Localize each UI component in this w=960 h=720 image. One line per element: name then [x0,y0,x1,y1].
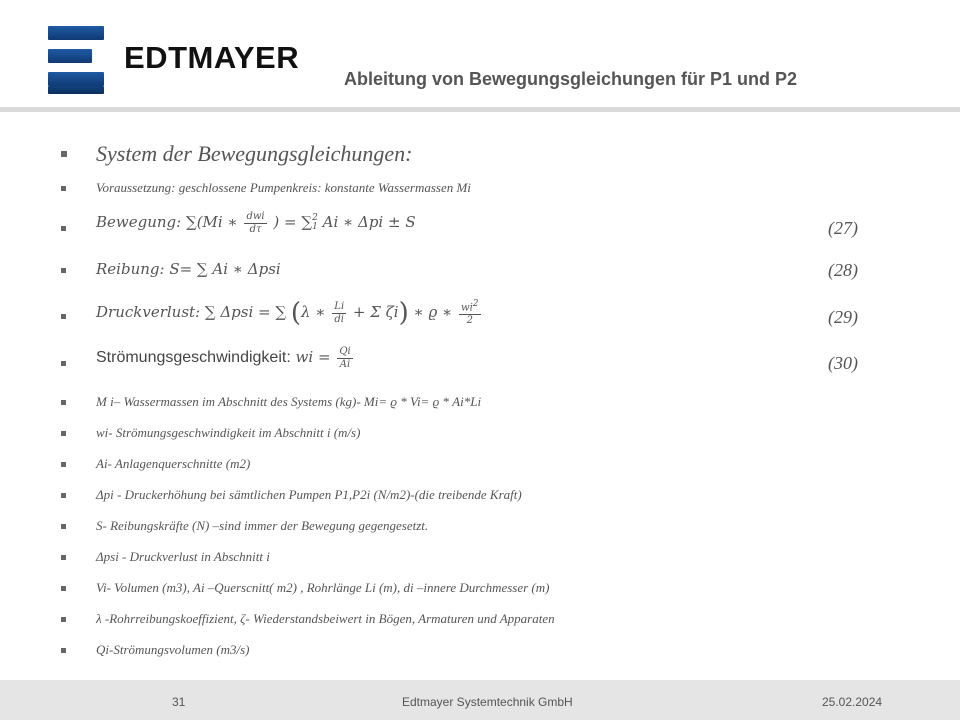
definition-item: Ai- Anlagenquerschnitte (m2) [96,456,251,471]
logo-mark-icon [48,26,106,96]
equation-28: Reibung: S= ∑ Ai ∗ Δpsi [96,260,281,278]
definition-item: Vi- Volumen (m3), Ai –Querscnitt( m2) , Rohrlänge Li (m), di –innere Durchmesser (m) [96,580,550,595]
bullet-icon [61,586,66,591]
bullet-icon [61,617,66,622]
definition-item: Δpsi - Druckverlust in Abschnitt i [96,549,270,564]
equation-30: Strömungsgeschwindigkeit: wi = $\frac{Qi}{Ai}$ [96,346,351,370]
definition-item: S- Reibungskräfte (N) –sind immer der Bewegung gegengesetzt. [96,518,429,533]
equation-30-number: (30) [828,353,858,373]
slide-title: Ableitung von Bewegungsgleichungen für P1 und P2 [344,69,798,89]
bullet-icon [61,268,66,273]
precondition-text: Voraussetzung: geschlossene Pumpenkreis: konstante Wassermassen Mi [96,180,471,195]
bullet-icon [61,431,66,436]
definition-item: wi- Strömungsgeschwindigkeit im Abschnitt i (m/s) [96,425,361,440]
definition-item: λ -Rohrreibungskoeffizient, ζ- Wiederstandsbeiwert in Bögen, Armaturen und Apparaten [96,611,555,626]
bullet-icon [61,400,66,405]
equation-27: Bewegung: ∑(Mi ∗ $\frac{\text{dwi}}{d\tau}$ ) = ∑ 2 1 Ai ∗ Δpi ± S [96,211,416,235]
bullet-icon [61,151,67,157]
bullet-icon [61,524,66,529]
bullet-icon [61,555,66,560]
equation-29-number: (29) [828,307,858,327]
definition-item: M i– Wassermassen im Abschnitt des Systems (kg)- Mi= ϱ * Vi= ϱ * Ai*Li [96,394,482,409]
equation-28-number: (28) [828,260,858,280]
footer-date: 25.02.2024 [822,695,883,709]
equation-29: Druckverlust: ∑ Δpsi = ∑ (λ ∗ $\frac{Li}{di}$ + Σ ζi) ∗ ϱ ∗ $\frac{wi^2}{2}$ [96,298,479,328]
bullet-icon [61,186,66,191]
footer [0,680,960,720]
footer-company: Edtmayer Systemtechnik GmbH [402,695,573,709]
definition-item: Qi-Strömungsvolumen (m3/s) [96,642,250,657]
bullet-icon [61,314,66,319]
content-heading: System der Bewegungsgleichungen: [96,141,413,166]
bullet-icon [61,226,66,231]
bullet-icon [61,361,66,366]
header-divider [0,107,960,112]
bullet-icon [61,493,66,498]
bullet-icon [61,462,66,467]
definition-item: Δpi - Druckerhöhung bei sämtlichen Pumpen P1,P2i (N/m2)-(die treibende Kraft) [96,487,522,502]
equation-27-number: (27) [828,218,858,238]
logo-text: EDTMAYER [124,40,300,75]
page-number: 31 [172,695,186,709]
company-logo [48,26,299,96]
bullet-icon [61,648,66,653]
